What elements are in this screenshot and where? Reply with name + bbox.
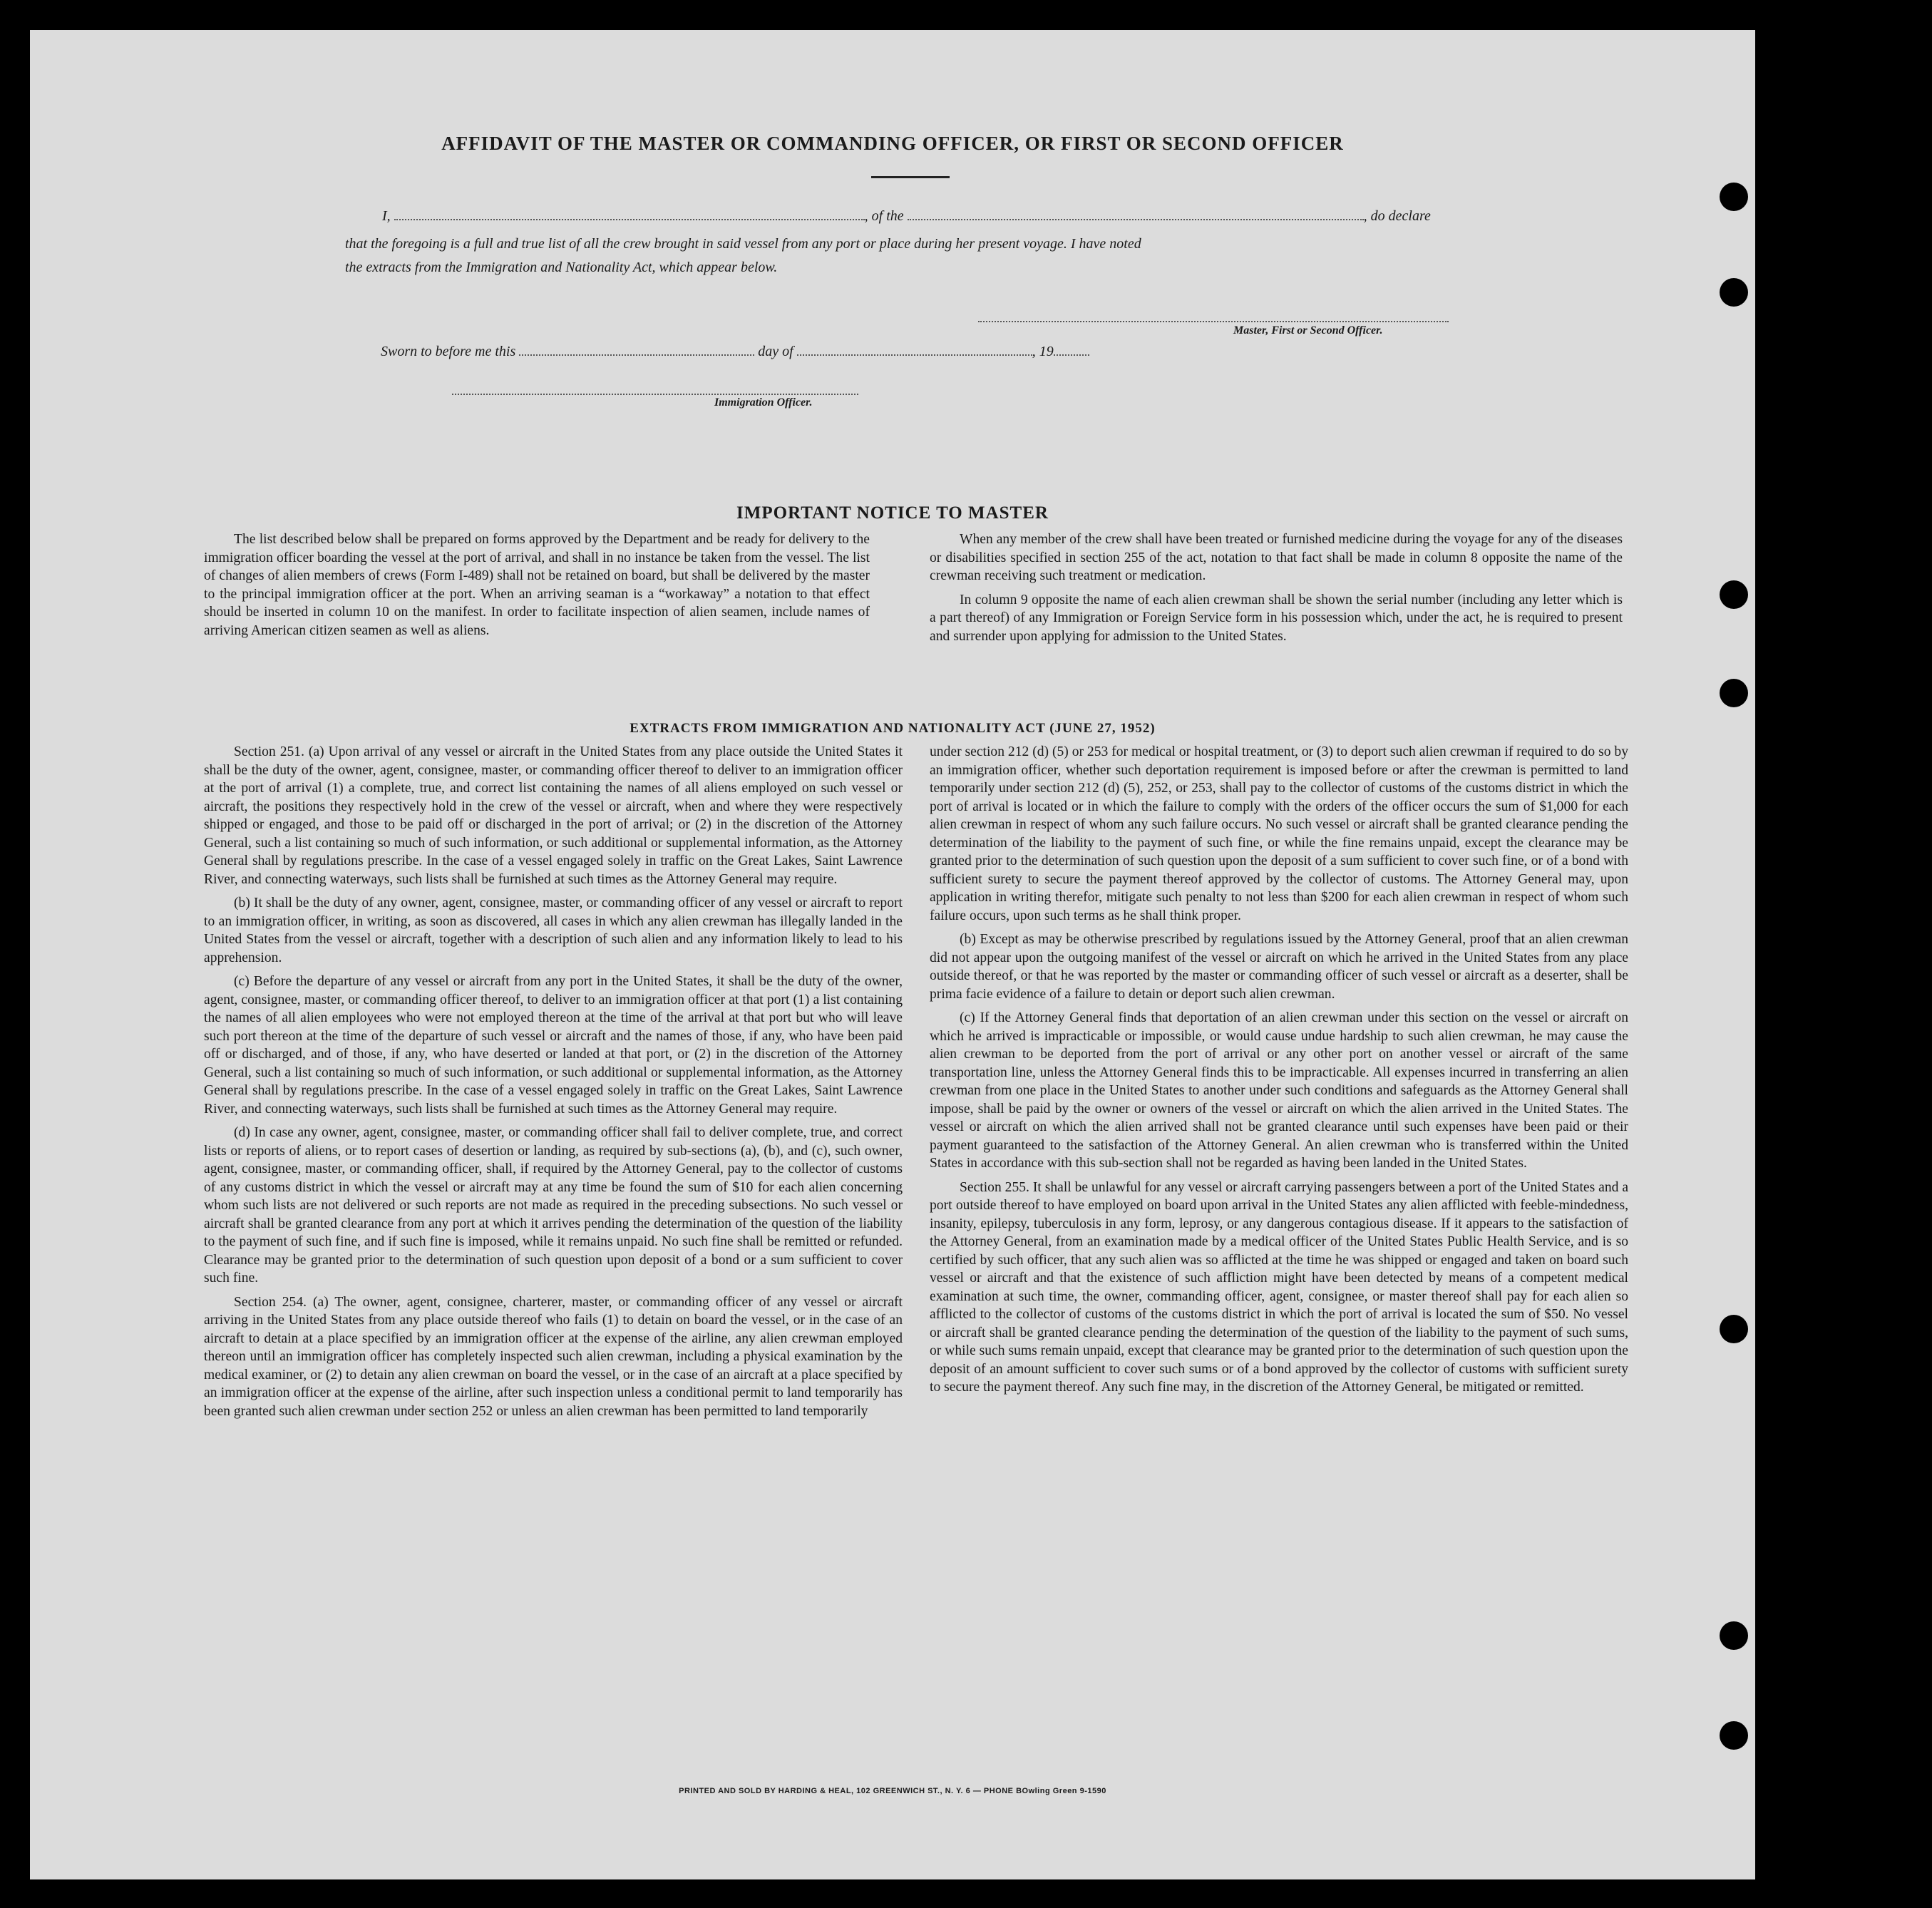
form-page <box>30 30 1755 1879</box>
declaration-line-1: that the foregoing is a full and true list of all the crew brought in said vessel from any port or place during her present voyage. I have noted <box>345 236 1141 252</box>
notice-right-paragraph-2: In column 9 opposite the name of each alien crewman shall be shown the serial number (including any letter which is a part thereof) of any Immigration or Foreign Service form in his possession which, under the act, he is required to present and surrender upon applying for admission to the United States. <box>930 592 1623 644</box>
declaration-line-2: the extracts from the Immigration and Nationality Act, which appear below. <box>345 260 778 275</box>
punch-hole <box>1720 580 1748 609</box>
notice-left-column <box>204 530 870 645</box>
extract-paragraph: Section 251. (a) Upon arrival of any vessel or aircraft in the United States from any place outside the United States it shall be the duty of the owner, agent, consignee, master, or commanding officer thereof to deliver to an immigration officer at the port of arrival (1) a complete, true, and correct list containing the names of all aliens employed on such vessel or aircraft, the positions they respectively hold in the crew of the vessel or aircraft, when and where they were respectively shipped or engaged, and those to be paid off or discharged in the port of arrival; or (2) in the discretion of the Attorney General, such a list containing so much of such information, or such additional or supplemental information, as the Attorney General shall by regulations prescribe. In the case of a vessel engaged solely in traffic on the Great Lakes, Saint Lawrence River, and connecting waterways, such lists shall be furnished at such times as the Attorney General may require. <box>204 744 903 887</box>
officer-signature-label: Immigration Officer. <box>714 396 813 409</box>
sworn-label: Sworn to before me this <box>381 344 516 359</box>
notice-title: IMPORTANT NOTICE TO MASTER <box>736 503 1049 523</box>
officer-signature-line[interactable] <box>452 394 858 395</box>
extract-paragraph: (b) It shall be the duty of any owner, agent, consignee, master, or commanding officer of any vessel or aircraft to report to an immigration officer, in writing, as soon as discovered, all cases in which any alien crewman has illegally landed in the United States from the vessel or aircraft, together with a description of such alien and any information likely to lead to his apprehension. <box>204 896 903 965</box>
extract-paragraph: (d) In case any owner, agent, consignee, master, or commanding officer shall fail to deliver complete, true, and correct lists or reports of aliens, or to report cases of desertion or landing, as required by sub-sections (a), (b), and (c), such owner, agent, consignee, master, or commanding officer, shall, if required by the Attorney General, pay to the collector of customs of any customs district in which the vessel or aircraft may at any time be found the sum of $10 for each alien concerning whom such lists are not delivered or such reports are not made as required in the preceding subsections. No such vessel or aircraft shall be granted clearance from any port at which it arrives pending the determination of the question of the liability to the payment of such fine, and if such fine is imposed, while it remains unpaid. No such fine shall be remitted or refunded. Clearance may be granted prior to the determination of such question upon deposit of a bond or a sum sufficient to cover such fine. <box>204 1125 903 1286</box>
year-label: , 19 <box>1032 344 1054 359</box>
i-label: I, <box>382 208 391 224</box>
of-the-label: , of the <box>864 208 904 224</box>
sworn-line <box>381 344 1089 360</box>
extract-paragraph: Section 255. It shall be unlawful for any vessel or aircraft carrying passengers between a port of the United States and a port outside thereof to have employed on board upon arrival in the United States any alien afflicted with feeble-mindedness, insanity, epilepsy, tuberculosis in any form, leprosy, or any dangerous contagious disease. If it appears to the satisfaction of the Attorney General, from an examination made by a medical officer of the United States Public Health Service, and is so certified by such officer, that any such alien was so afflicted at the time he was shipped or engaged and taken on board such vessel or aircraft and that the existence of such affliction might have been detected by means of a competent medical examination at such time, the owner, commanding officer, agent, consignee, or master thereof shall pay for each alien so afflicted to the collector of customs of the customs district in which the port of arrival is located the sum of $50. No vessel or aircraft shall be granted clearance pending the determination of the question of the liability to the payment of such sums, or while such sums remain unpaid, except that clearance may be granted prior to the determination of such question upon the deposit of an amount sufficient to cover such sums or of a bond approved by the collector of customs with sufficient surety to secure the payment thereof. Any such fine may, in the discretion of the Attorney General, be mitigated or remitted. <box>930 1179 1629 1395</box>
sworn-month-field[interactable] <box>797 354 1032 356</box>
master-signature-line[interactable] <box>978 321 1449 322</box>
punch-hole <box>1720 1621 1748 1650</box>
affidavit-title: AFFIDAVIT OF THE MASTER OR COMMANDING OFFICER, OR FIRST OR SECOND OFFICER <box>441 133 1344 154</box>
punch-hole <box>1720 278 1748 307</box>
sworn-year-field[interactable] <box>1054 354 1089 356</box>
notice-right-column <box>930 530 1623 651</box>
sworn-day-field[interactable] <box>519 354 754 356</box>
notice-left-paragraph: The list described below shall be prepared on forms approved by the Department and be ready for delivery to the immigration officer boarding the vessel at the port of arrival, and shall in no instance be taken from the vessel. The list of changes of alien members of crews (Form I-489) shall not be retained on board, but shall be delivered by the master to the principal immigration officer at the port. When an arriving seaman is a “workaway” a notation to that effect should be inserted in column 10 on the manifest. In order to facilitate inspection of alien seamen, include names of arriving American citizen seamen as well as aliens. <box>204 532 870 638</box>
master-signature-label: Master, First or Second Officer. <box>1233 324 1383 337</box>
extract-paragraph: (c) Before the departure of any vessel or aircraft from any port in the United States, it shall be the duty of the owner, agent, consignee, master, or commanding officer thereof, to deliver to an immigration officer at that port (1) a list containing the names of all alien employees who were not employed thereon at the time of the arrival at that port but who will leave such port thereon at the time of the departure of such vessel or aircraft and the names of those, if any, who have been paid off or discharged, and of those, if any, who have deserted or landed at that port, or (2) in the discretion of the Attorney General, such a list containing so much of such information, or such additional or supplemental information, as the Attorney General shall by regulations prescribe. In the case of a vessel engaged solely in traffic on the Great Lakes, Saint Lawrence River, and connecting waterways, such lists shall be furnished at such times as the Attorney General may require. <box>204 974 903 1117</box>
punch-hole <box>1720 1315 1748 1343</box>
extract-paragraph: under section 212 (d) (5) or 253 for medical or hospital treatment, or (3) to deport such alien crewman if required to do so by an immigration officer, whether such deportation requirement is imposed before or after the crewman is permitted to land temporarily under section 212 (d) (5), 252, or 253, shall pay to the collector of customs of the customs district in which the port of arrival is located or in which the failure to comply with the orders of the officer occurs the sum of $1,000 for each alien crewman in respect of whom any such failure occurs. No such vessel or aircraft shall be granted clearance pending the determination of the liability to the payment of such fine, or while the fine remains unpaid, except the clearance may be granted prior to the determination of such question upon the deposit of a sum sufficient to cover such fine, or of a bond with sufficient surety to secure the payment thereof approved by the collector of customs. The Attorney General may, upon application in writing therefor, mitigate such penalty to not less than $200 for each alien crewman in respect of whom such failure occurs, upon such terms as he shall think proper. <box>930 744 1628 923</box>
title-rule <box>871 176 950 178</box>
printer-footer: PRINTED AND SOLD BY HARDING & HEAL, 102 GREENWICH ST., N. Y. 6 — PHONE BOwling Green 9-1590 <box>679 1787 1106 1795</box>
punch-hole <box>1720 1721 1748 1750</box>
master-name-field[interactable] <box>394 219 865 220</box>
extracts-title: EXTRACTS FROM IMMIGRATION AND NATIONALITY ACT (JUNE 27, 1952) <box>630 721 1156 736</box>
extract-paragraph: Section 254. (a) The owner, agent, consignee, charterer, master, or commanding officer of any vessel or aircraft arriving in the United States from any place outside thereof who fails (1) to detain on board the vessel, or in the case of an aircraft to detain at a place specified by an immigration officer at the expense of the airline, any alien crewman employed thereon until an immigration officer has completely inspected such alien crewman, including a physical examination by the medical examiner, or (2) to detain any alien crewman on board the vessel, or in the case of an aircraft at a place specified by an immigration officer at the expense of the airline, after such inspection unless a conditional permit to land temporarily has been granted such alien crewman under section 252 or unless an alien crewman has been permitted to land temporarily <box>204 1294 903 1419</box>
do-declare-label: , do declare <box>1363 208 1431 224</box>
extracts-right-column <box>930 743 1628 1402</box>
punch-hole <box>1720 679 1748 707</box>
extracts-left-column <box>204 743 903 1426</box>
extract-paragraph: (b) Except as may be otherwise prescribed by regulations issued by the Attorney General, proof that an alien crewman did not appear upon the outgoing manifest of the vessel or aircraft on which he arrived in the United States from any place outside thereof, or that he was reported by the master or commanding officer of such vessel or aircraft as a deserter, shall be prima facie evidence of a failure to detain or deport such alien crewman. <box>930 932 1628 1002</box>
vessel-name-field[interactable] <box>908 219 1364 220</box>
notice-right-paragraph-1: When any member of the crew shall have been treated or furnished medicine during the voyage for any of the diseases or disabilities specified in section 255 of the act, notation to that fact shall be made in column 8 opposite the name of the crewman receiving such treatment or medication. <box>930 532 1623 583</box>
punch-hole <box>1720 183 1748 211</box>
day-of-label: day of <box>758 344 793 359</box>
declaration-name-line <box>382 208 1431 225</box>
extract-paragraph: (c) If the Attorney General finds that deportation of an alien crewman under this section on the vessel or aircraft on which he arrived is impracticable or impossible, or would cause undue hardship to such alien crewman, he may cause the alien crewman to be deported from the port of arrival or any other port on another vessel or aircraft of the same transportation line, unless the Attorney General finds this to be impracticable. All expenses incurred in transferring an alien crewman from one place in the United States to another under such conditions and safeguards as the Attorney General shall impose, shall be paid by the owner or owners of the vessel or aircraft on which the alien arrived in the United States. The vessel or aircraft on which the alien arrived shall not be granted clearance until such expenses have been paid or their payment guaranteed to the satisfaction of the Attorney General. An alien crewman who is transferred within the United States in accordance with this sub-section shall not be regarded as having been landed in the United States. <box>930 1010 1628 1171</box>
